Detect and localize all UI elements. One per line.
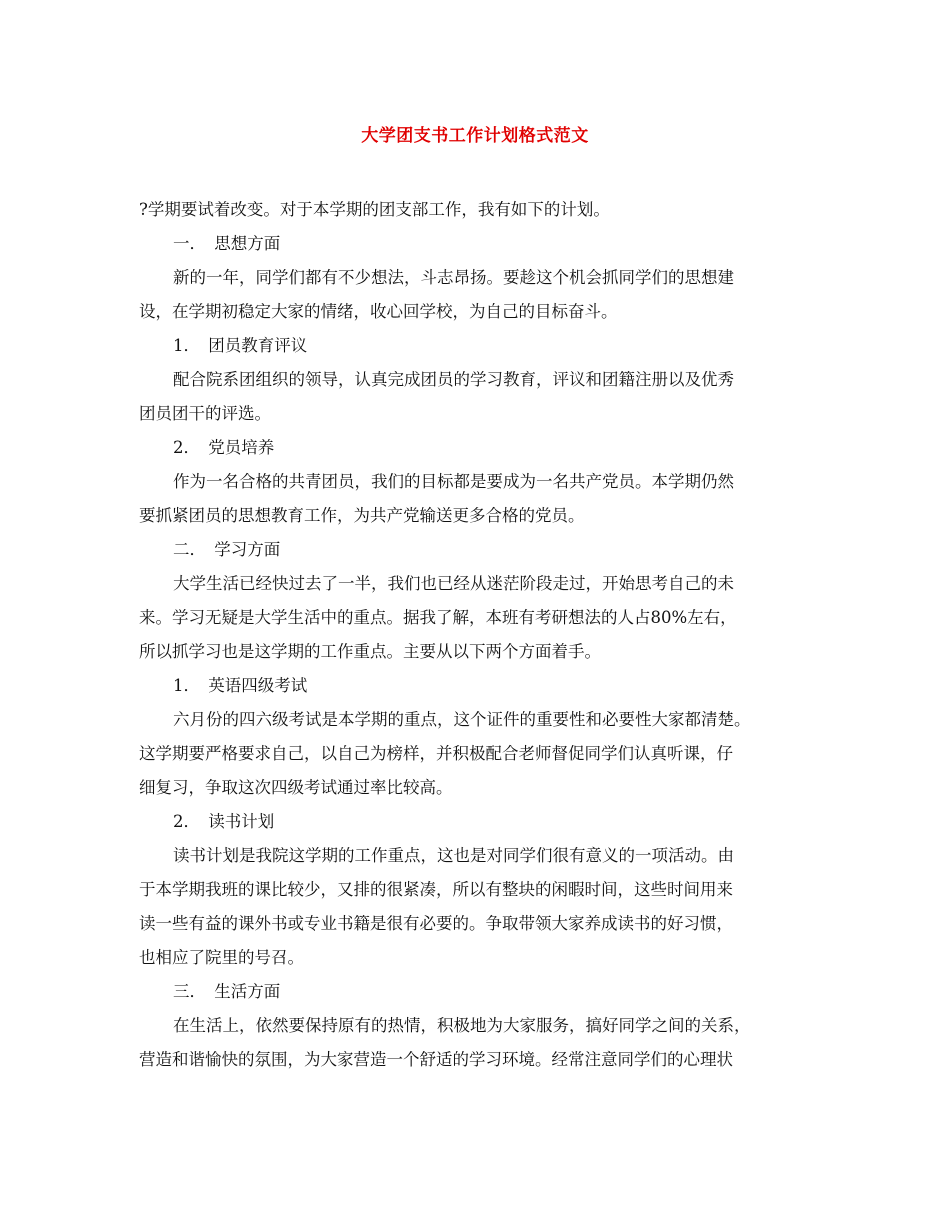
body-line: 读一些有益的课外书或专业书籍是很有必要的。争取带领大家养成读书的好习惯， — [139, 914, 733, 933]
body-line: 营造和谐愉快的氛围，为大家营造一个舒适的学习环境。经常注意同学们的心理状 — [139, 1050, 733, 1069]
body-line: 来。学习无疑是大学生活中的重点。据我了解，本班有考研想法的人占80%左右， — [139, 608, 737, 627]
body-line: 2． 读书计划 — [173, 812, 275, 831]
body-line: 细复习，争取这次四级考试通过率比较高。 — [139, 778, 453, 797]
body-line: 所以抓学习也是这学期的工作重点。主要从以下两个方面着手。 — [139, 642, 601, 661]
body-line: 要抓紧团员的思想教育工作，为共产党输送更多合格的党员。 — [139, 506, 585, 525]
body-line: 团员团干的评选。 — [139, 404, 271, 423]
document-title: 大学团支书工作计划格式范文 — [361, 126, 589, 146]
body-line: 一． 思想方面 — [173, 234, 281, 253]
body-line: 大学生活已经快过去了一半，我们也已经从迷茫阶段走过，开始思考自己的未 — [173, 574, 734, 593]
body-line: 在生活上，依然要保持原有的热情，积极地为大家服务，搞好同学之间的关系， — [173, 1016, 751, 1035]
body-line: 新的一年，同学们都有不少想法，斗志昂扬。要趁这个机会抓同学们的思想建 — [173, 268, 734, 287]
body-line: 二． 学习方面 — [173, 540, 281, 559]
body-line: ?学期要试着改变。对于本学期的团支部工作，我有如下的计划。 — [139, 200, 610, 219]
body-line: 于本学期我班的课比较少，又排的很紧凑，所以有整块的闲暇时间，这些时间用来 — [139, 880, 733, 899]
body-line: 也相应了院里的号召。 — [139, 948, 304, 967]
body-line: 1． 英语四级考试 — [173, 676, 308, 695]
body-line: 作为一名合格的共青团员，我们的目标都是要成为一名共产党员。本学期仍然 — [173, 472, 734, 491]
body-line: 三． 生活方面 — [173, 982, 281, 1001]
body-line: 读书计划是我院这学期的工作重点，这也是对同学们很有意义的一项活动。由 — [173, 846, 734, 865]
body-line: 设，在学期初稳定大家的情绪，收心回学校，为自己的目标奋斗。 — [139, 302, 618, 321]
body-line: 2． 党员培养 — [173, 438, 275, 457]
body-line: 六月份的四六级考试是本学期的重点，这个证件的重要性和必要性大家都清楚。 — [173, 710, 751, 729]
body-line: 配合院系团组织的领导，认真完成团员的学习教育，评议和团籍注册以及优秀 — [173, 370, 734, 389]
document-body — [139, 193, 819, 1077]
body-line: 1． 团员教育评议 — [173, 336, 308, 355]
body-line: 这学期要严格要求自己，以自己为榜样，并积极配合老师督促同学们认真听课，仔 — [139, 744, 733, 763]
